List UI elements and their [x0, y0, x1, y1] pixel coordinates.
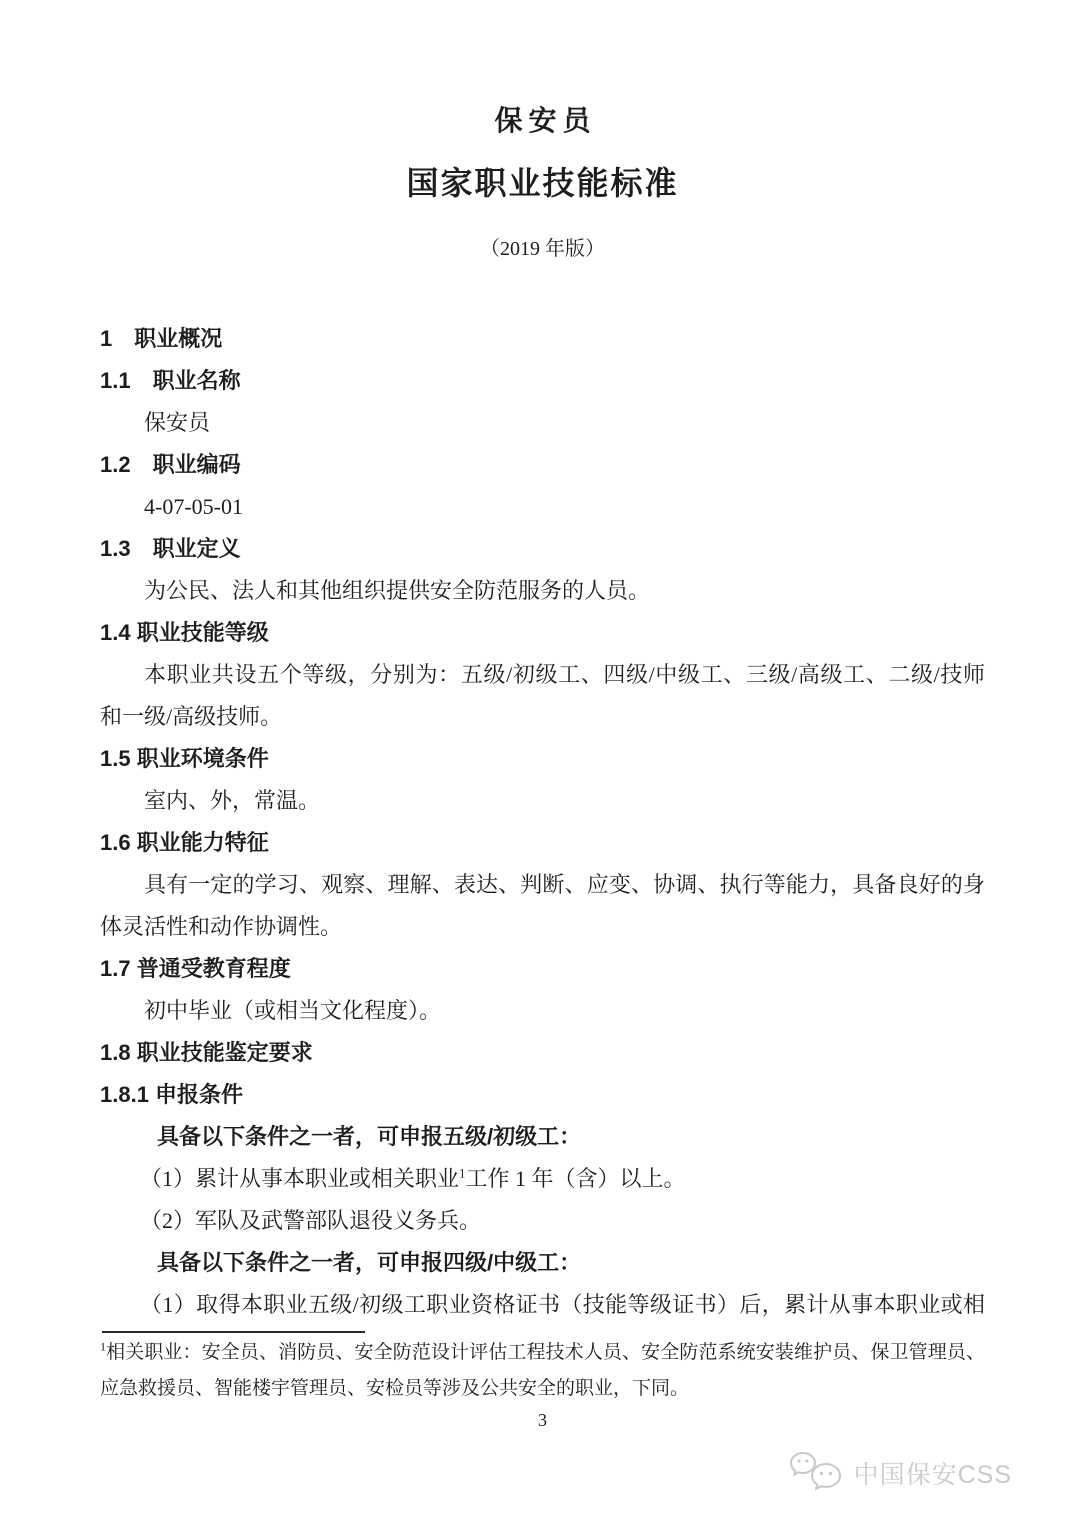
line-work-environment: 室内、外，常温。	[144, 788, 321, 813]
line-ability-traits-1: 具有一定的学习、观察、理解、表达、判断、应变、协调、执行等能力，具备良好的身	[144, 872, 985, 897]
line-level5-condition-1	[100, 1158, 985, 1200]
line-occupation-name-value: 保安员	[144, 410, 211, 435]
heading-1-3-occupation-definition: 1.3 职业定义	[100, 536, 241, 561]
line-level4-conditions-title: 具备以下条件之一者，可申报四级/中级工：	[157, 1250, 582, 1275]
heading-1-5-work-environment: 1.5 职业环境条件	[100, 746, 269, 771]
page-number: 3	[538, 1410, 547, 1430]
heading-1-2-occupation-code: 1.2 职业编码	[100, 452, 241, 477]
heading-1-1-occupation-name: 1.1 职业名称	[100, 368, 241, 393]
line-level5-conditions-title: 具备以下条件之一者，可申报五级/初级工：	[157, 1124, 582, 1149]
line-occupation-code-value: 4-07-05-01	[144, 494, 243, 519]
line-education-level: 初中毕业（或相当文化程度）。	[144, 998, 442, 1023]
wechat-icon	[789, 1450, 847, 1496]
heading-1-4-skill-levels: 1.4 职业技能等级	[100, 620, 269, 645]
line-level4-condition-1: （1）取得本职业五级/初级工职业资格证书（技能等级证书）后，累计从事本职业或相	[140, 1292, 985, 1317]
document-body	[100, 318, 985, 1326]
heading-1-occupation-overview: 1 职业概况	[100, 326, 223, 351]
condition-text-after-note: 工作 1 年（含）以上。	[465, 1166, 686, 1191]
heading-1-7-education-level: 1.7 普通受教育程度	[100, 956, 291, 981]
footnote-text-line-2: 应急救援员、智能楼宇管理员、安检员等涉及公共安全的职业，下同。	[100, 1378, 690, 1399]
line-level5-condition-2: （2）军队及武警部队退役义务兵。	[140, 1208, 482, 1233]
line-skill-levels-1: 本职业共设五个等级，分别为：五级/初级工、四级/中级工、三级/高级工、二级/技师	[144, 662, 985, 687]
document-title: 保安员	[494, 105, 597, 136]
footnote-divider	[102, 1331, 365, 1333]
footnote-marker: 1	[100, 1339, 106, 1354]
line-skill-levels-2: 和一级/高级技师。	[100, 704, 283, 729]
condition-text-before-note: （1）累计从事本职业或相关职业	[140, 1166, 460, 1191]
footnote-text-part-1: 相关职业：安全员、消防员、安全防范设计评估工程技术人员、安全防范系统安装维护员、保卫管理员、	[106, 1342, 985, 1363]
watermark-label: 中国保安CSS	[853, 1461, 1012, 1489]
line-occupation-definition: 为公民、法人和其他组织提供安全防范服务的人员。	[144, 578, 651, 603]
watermark	[789, 1450, 1012, 1496]
document-edition: （2019 年版）	[480, 238, 605, 260]
document-subtitle: 国家职业技能标准	[406, 165, 679, 201]
heading-1-8-appraisal-requirements: 1.8 职业技能鉴定要求	[100, 1040, 313, 1065]
footnote-text-line-1	[100, 1336, 985, 1369]
heading-1-6-ability-traits: 1.6 职业能力特征	[100, 830, 269, 855]
line-ability-traits-2: 体灵活性和动作协调性。	[100, 914, 343, 939]
footnote-reference-mark: 1	[459, 1165, 466, 1181]
heading-1-8-1-application-conditions: 1.8.1 申报条件	[100, 1082, 244, 1107]
